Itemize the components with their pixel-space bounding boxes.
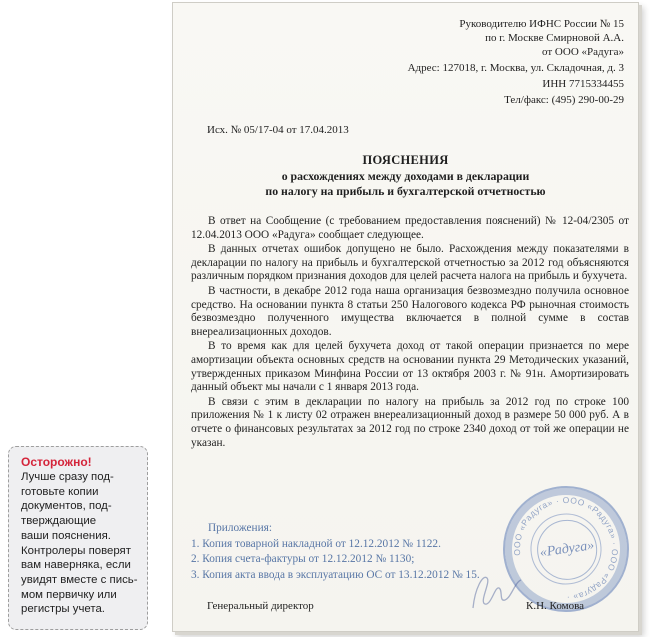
body-paragraph: В данных отчетах ошибок допущено не было. Расхождения между показателями в декларации по налогу на прибыль и бухгалтерской отчетностью за 2012 год объясняются различным порядком признания доходов для целей расчета налога на прибыль и бухучета. <box>191 243 629 283</box>
body-paragraph: В то время как для целей бухучета доход от такой операции признается по мере амортизации объекта основных средств на основании пункта 29 Методических указаний, утвержденных приказом Минфина России от 13 октября 2003 г. № 91н. Амортизировать данный объект мы начали с 1 января 2013 года. <box>191 340 629 394</box>
note-line: вам наверняка, если <box>21 559 131 572</box>
note-line: готовьте копии <box>21 485 99 498</box>
body-paragraph: В ответ на Сообщение (с требованием предоставления пояснений) № 12-04/2305 от 12.04.2013 ООО «Радуга» сообщает следующее. <box>191 215 629 241</box>
header-line: по г. Москве Смирновой А.А. <box>485 32 624 44</box>
attachment-item: 2. Копия счета-фактуры от 12.12.2012 № 1130; <box>191 553 415 565</box>
document-body <box>191 215 629 450</box>
header-line: Тел/факс: (495) 290-00-29 <box>504 94 624 106</box>
document-subtitle <box>173 169 638 199</box>
body-paragraph: В частности, в декабре 2012 года наша организация безвозмездно получила основное средство. На основании пункта 8 статьи 250 Налогового кодекса РФ рыночная стоимость безвозмездно полученного имущества включается в полной сумме в состав внереализационных доходов. <box>191 284 629 338</box>
note-line: увидят вместе с пись- <box>21 573 138 586</box>
signatory-position: Генеральный директор <box>207 600 314 612</box>
document-title: ПОЯСНЕНИЯ <box>362 153 449 167</box>
note-line: Контролеры поверят <box>21 544 131 557</box>
header-line: Руководителю ИФНС России № 15 <box>459 18 624 30</box>
header-line: ИНН 7715334455 <box>542 78 624 90</box>
body-paragraph: В связи с этим в декларации по налогу на прибыль за 2012 год по строке 100 приложения № 1 к листу 02 отражен внереализационный доход в размере 50 000 руб. А в отчете о финансовых результатах за 2012 год по строке 2340 доход от той же операции не указан. <box>191 395 629 449</box>
note-line: мом первичку или <box>21 588 117 601</box>
attachment-item: 3. Копия акта ввода в эксплуатацию ОС от 13.12.2012 № 15. <box>191 568 480 581</box>
note-text <box>21 470 139 617</box>
subtitle-line: по налогу на прибыль и бухгалтерской отчетностью <box>265 184 546 198</box>
subtitle-line: о расхождениях между доходами в декларации <box>281 169 530 183</box>
note-line: тверждающие <box>21 515 97 528</box>
handwritten-signature <box>465 568 535 613</box>
outgoing-reference: Исх. № 05/17-04 от 17.04.2013 <box>207 124 349 136</box>
note-line: документов, под- <box>21 500 112 513</box>
addressee-block <box>324 17 624 107</box>
document-sheet <box>172 2 639 632</box>
header-line: Адрес: 127018, г. Москва, ул. Складочная, д. 3 <box>407 62 624 74</box>
note-line: регистры учета. <box>21 603 105 616</box>
note-line: Лучше сразу под- <box>21 471 114 483</box>
note-title: Осторожно! <box>21 455 92 469</box>
stamp-center-text: «Радуга» <box>538 538 596 561</box>
note-line: ваши пояснения. <box>21 529 111 542</box>
attachments-title: Приложения: <box>208 522 272 534</box>
stamp-ring-text: ООО «Радуга» · ООО «Радуга» · ООО «Радуга» · <box>511 494 621 604</box>
header-line: от ООО «Радуга» <box>542 46 624 58</box>
warning-note <box>8 446 148 630</box>
signatory-name: К.Н. Комова <box>526 600 585 612</box>
attachment-item: 1. Копия товарной накладной от 12.12.2012 № 1122. <box>191 537 441 550</box>
